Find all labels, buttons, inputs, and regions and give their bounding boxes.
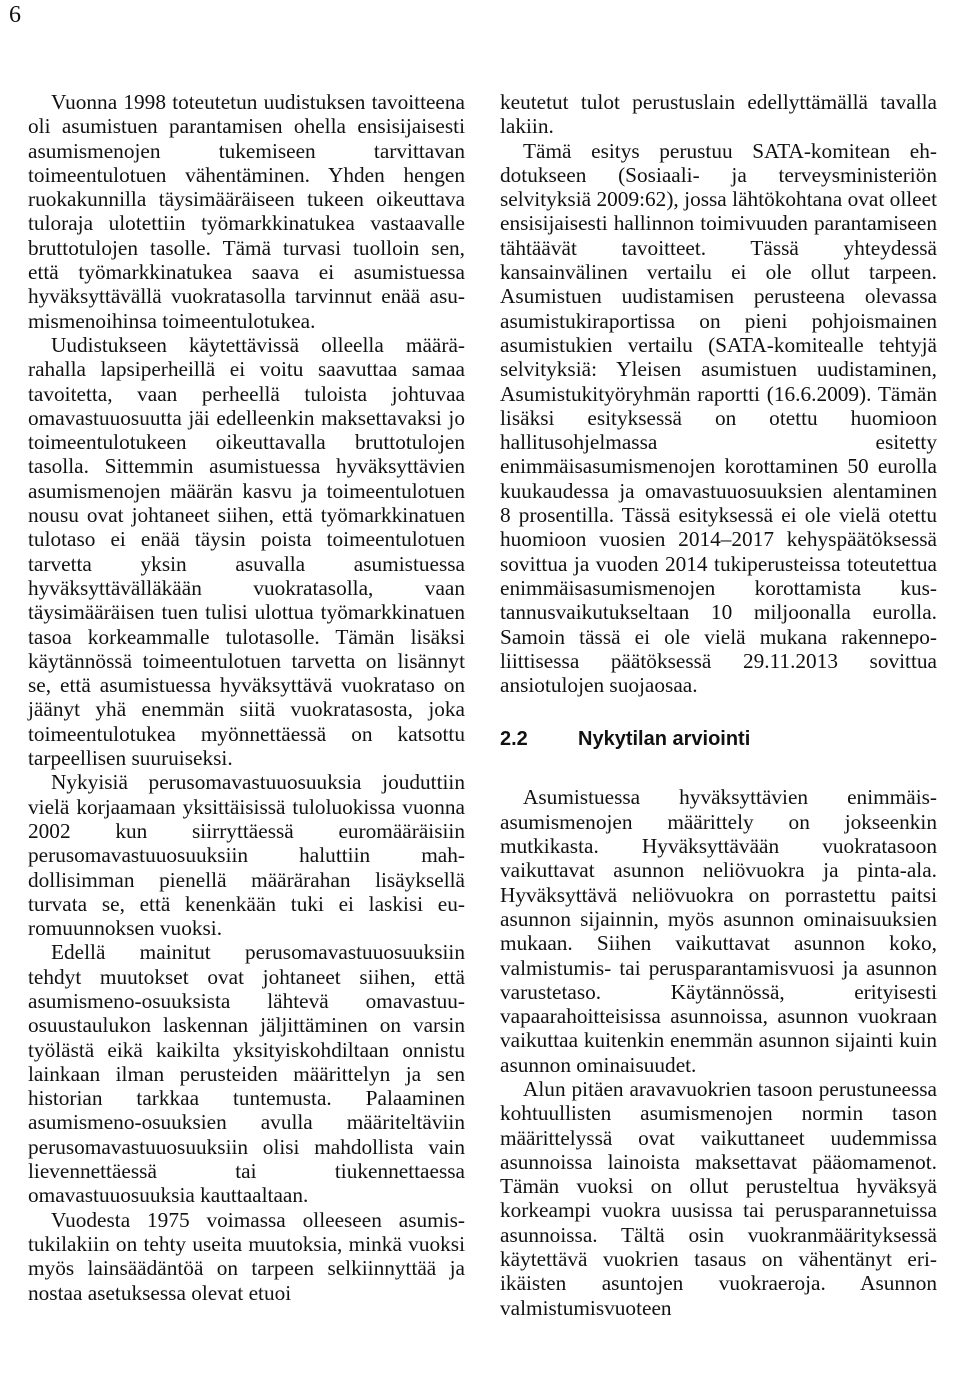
paragraph: Vuodesta 1975 voimassa olleeseen asumistukilakiin on tehty useita muutoksia, minkä vuoksi myös lainsäädäntöä on tarpeen selkiinnyttää ja nostaa asetuksessa olevat etuoi xyxy=(28,1207,465,1305)
paragraph: Uudistukseen käytettävissä olleella määrärahalla lapsiperheillä ei voitu saavuttaa samaa tavoitetta, vaan perheellä tuloista johtuvaa omavastuuosuutta jäi edelleenkin maksettavaksi jo toimeentulotukeen oikeuttavalla bruttotulojen tasolla. Sittemmin asumistuessa hyväksyttävien asumismenojen määrän kasvu ja toimeentulotuen nousu ovat johtaneet siihen, että työmarkkinatuen tulotaso ei enää täysin poista toimeentulotuen tarvetta yksin asuvalla asumistuessa hyväksyttävälläkään vuokratasolla, vaan täysimääräisen tuen tulisi ulottua työmarkkinatuen tasoa korkeammalle tulotasolle. Tämän lisäksi käytännössä toimeentulotuen tarvetta on lisännyt se, että asumistuessa hyväksyttävä vuokrataso on jäänyt yhä enemmän siitä vuokratasosta, joka toimeentulotukea myönnettäessä on katsottu tarpeellisen suuruiseksi. xyxy=(28,332,465,771)
paragraph: Alun pitäen aravavuokrien tasoon perustuneessa kohtuullisten asumismenojen normin tason määrittelyssä ovat vaikuttaneet uudemmissa asunnoissa lainoista maksettavat pääomamenot. Tämän vuoksi on ollut perusteltua hyväksyä korkeampi vuokra uusissa tai perusparannetuissa asunnoissa. Tältä osin vuokranmäärityksessä käytettävä vuokrien tasaus on vähentänyt eri-ikäisten asuntojen vuokraeroja. Asunnon valmistumisvuoteen xyxy=(500,1076,937,1320)
section-number: 2.2 xyxy=(500,728,528,751)
left-column xyxy=(28,90,465,1305)
page-number: 6 xyxy=(9,2,21,28)
paragraph: Edellä mainitut perusomavastuuosuuksiin tehdyt muutokset ovat johtaneet siihen, että asumismeno-osuuksista lähtevä omavastuuosuustaulukon laskennan jäljittäminen on varsin työlästä eikä kaikilta yksityiskohdiltaan onnistu lainkaan ilman perusteiden määrittelyn ja sen historian tarkkaa tuntemusta. Palaaminen asumismeno-osuuksien avulla määriteltäviin perusomavastuuosuuksiin olisi mahdollista vain lievennettäessä tai tiukennettaessa omavastuuosuuksia kauttaaltaan. xyxy=(28,940,465,1208)
paragraph: Tämä esitys perustuu SATA-komitean ehdotukseen (Sosiaali- ja terveysministeriön selvityksiä 2009:62), jossa lähtökohtana ovat olleet ensisijaisesti hallinnon toimivuuden parantamiseen tähtäävät tavoitteet. Tässä yhteydessä kansainvälinen vertailu ei ole ollut tarpeen. Asumistuen uudistamisen perusteena olevassa asumistukiraportissa on pieni pohjoismainen asumistukien vertailu (SATA-komitealle tehtyjä selvityksiä: Yleisen asumistuen uudistaminen, Asumistukityöryhmän raportti (16.6.2009). Tämän lisäksi esityksessä on otettu huomioon hallitusohjelmassa esitetty enimmäisasumismenojen korottaminen 50 eurolla kuukaudessa ja omavastuuosuuksien alentaminen 8 prosentilla. Tässä esityksessä ei ole vielä otettu huomioon vuosien 2014–2017 kehyspäätöksessä sovittua ja vuoden 2014 tukiperusteissa toteutettua enimmäisasumismenojen korottamista kustannusvaikutukseltaan 10 miljoonalla eurolla. Samoin tässä ei ole vielä mukana rakennepoliittisessa päätöksessä 29.11.2013 sovittua ansiotulojen suojaosaa. xyxy=(500,138,937,698)
section-heading xyxy=(500,727,937,751)
section-title: Nykytilan arviointi xyxy=(578,728,751,751)
paragraph-continued: keutetut tulot perustuslain edellyttämällä tavalla lakiin. xyxy=(500,90,937,139)
paragraph: Asumistuessa hyväksyttävien enimmäisasumismenojen määrittely on jokseenkin mutkikasta. Hyväksyttävään vuokratasoon vaikuttavat asunnon neliövuokra ja pinta-ala. Hyväksyttävä neliövuokra on porrastettu paitsi asunnon sijainnin, myös asunnon ominaisuuksien mukaan. Siihen vaikuttavat asunnon koko, valmistumis- tai perusparantamisvuosi ja asunnon varustetaso. Käytännössä, erityisesti vapaarahoitteisissa asunnoissa, asunnon vuokraan vaikuttaa kuitenkin enemmän asunnon sijainti kuin asunnon ominaisuudet. xyxy=(500,785,937,1077)
paragraph: Nykyisiä perusomavastuuosuuksia jouduttiin vielä korjaamaan yksittäisissä tuloluokissa vuonna 2002 kun siirryttäessä euromääräisiin perusomavastuuosuuksiin haluttiin mahdollisimman pienellä määrärahan lisäyksellä turvata se, että kenenkään tuki ei laskisi euromuunnoksen vuoksi. xyxy=(28,770,465,941)
right-column xyxy=(500,90,937,1320)
paragraph: Vuonna 1998 toteutetun uudistuksen tavoitteena oli asumistuen parantamisen ohella ensisijaisesti asumismenojen tukemiseen tarvittavan toimeentulotuen vähentäminen. Yhden hengen ruokakunnilla täysimääräiseen tukeen oikeuttava tuloraja ulotettiin työmarkkinatukea vastaavalle bruttotulojen tasolle. Tämä turvasi tuolloin sen, että työmarkkinatukea saava ei asumistuessa hyväksyttävällä vuokratasolla tarvinnut enää asumismenoihinsa toimeentulotukea. xyxy=(28,90,465,333)
